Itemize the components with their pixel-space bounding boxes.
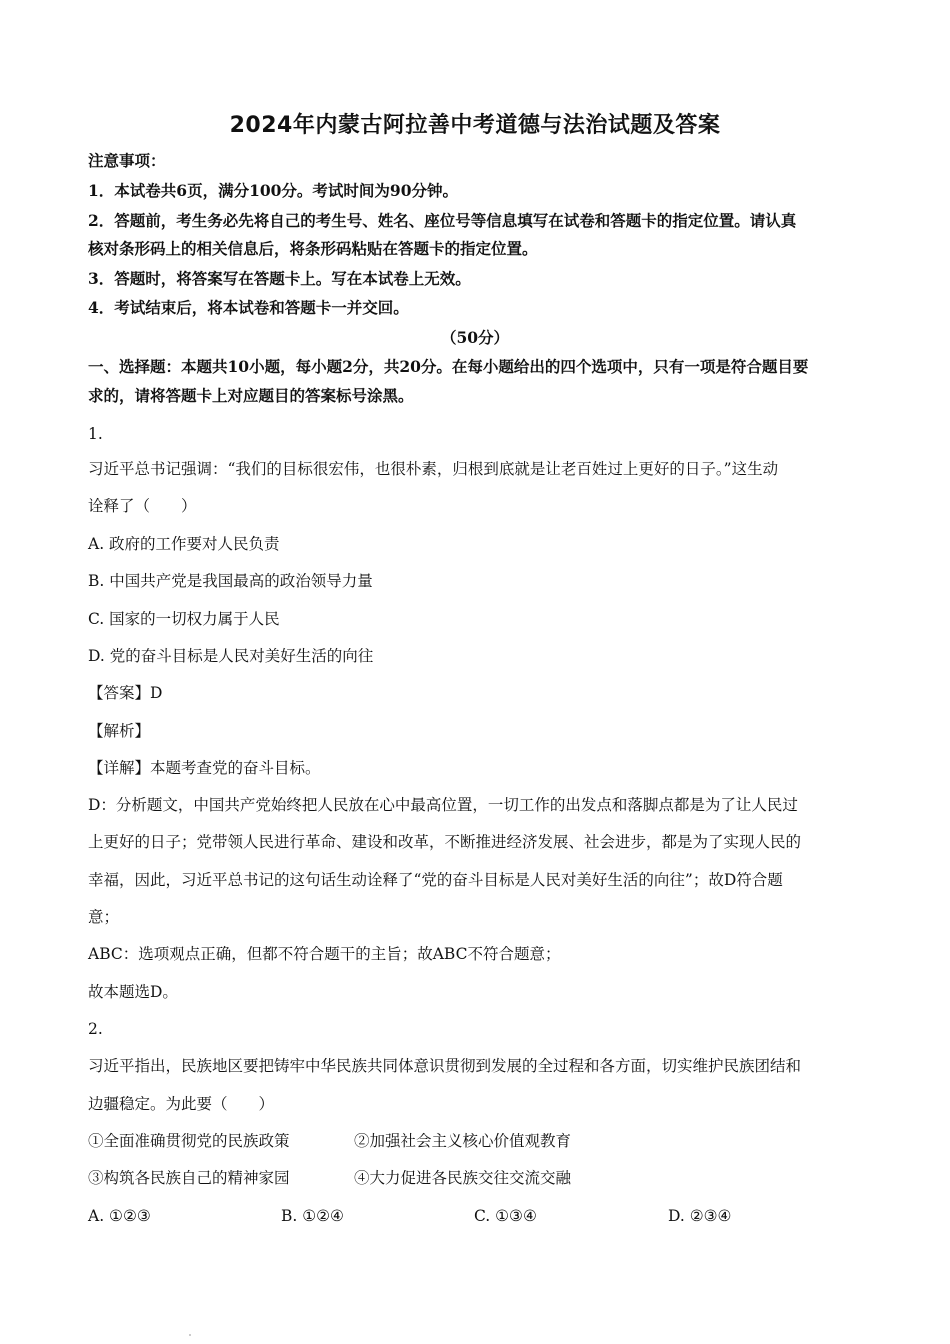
option-c: C. 国家的一切权力属于人民 [88, 610, 280, 628]
option-b: B. ①②④ [281, 1207, 344, 1225]
section-score: （50分） [440, 328, 510, 347]
explanation-line: D：分析题文，中国共产党始终把人民放在心中最高位置，一切工作的出发点和落脚点都是为了让人民过 [88, 796, 798, 814]
explanation-line: 上更好的日子；党带领人民进行革命、建设和改革，不断推进经济发展、社会进步，都是为了实现人民的 [88, 833, 802, 851]
notice-item: 2．答题前，考生务必先将自己的考生号、姓名、座位号等信息填写在试卷和答题卡的指定位置。请认真 [88, 211, 797, 230]
option-b: B. 中国共产党是我国最高的政治领导力量 [88, 572, 373, 590]
question-stem: 习近平总书记强调：“我们的目标很宏伟，也很朴素，归根到底就是让老百姓过上更好的日子。”这生动 [88, 460, 779, 478]
statement-4: ④大力促进各民族交往交流交融 [354, 1169, 572, 1187]
option-row [88, 1206, 888, 1226]
question-stem: 诠释了（ ） [88, 497, 197, 515]
question-number: 2. [88, 1020, 103, 1038]
section-heading: 一、选择题：本题共10小题，每小题2分，共20分。在每小题给出的四个选项中，只有一项是符合题目要 [88, 357, 809, 376]
detail-line: 【详解】本题考查党的奋斗目标。 [88, 759, 321, 777]
notice-item: 4．考试结束后，将本试卷和答题卡一并交回。 [88, 298, 409, 317]
scan-speck [189, 1334, 191, 1336]
option-a: A. ①②③ [88, 1207, 151, 1225]
statement-3: ③构筑各民族自己的精神家园 [88, 1169, 290, 1187]
notice-heading: 注意事项： [88, 151, 166, 170]
explanation-line: 故本题选D。 [88, 983, 178, 1001]
statement-1: ①全面准确贯彻党的民族政策 [88, 1132, 290, 1150]
question-stem: 习近平指出，民族地区要把铸牢中华民族共同体意识贯彻到发展的全过程和各方面，切实维护民族团结和 [88, 1057, 802, 1075]
explanation-line: 幸福，因此，习近平总书记的这句话生动诠释了“党的奋斗目标是人民对美好生活的向往”；故D符合题 [88, 871, 783, 889]
option-c: C. ①③④ [474, 1207, 537, 1225]
option-a: A. 政府的工作要对人民负责 [88, 535, 280, 553]
question-number: 1. [88, 425, 103, 443]
explanation-line: 意； [88, 908, 120, 926]
statement-2: ②加强社会主义核心价值观教育 [354, 1132, 572, 1150]
option-d: D. 党的奋斗目标是人民对美好生活的向往 [88, 647, 374, 665]
answer-line: 【答案】D [88, 684, 163, 702]
notice-item: 3．答题时，将答案写在答题卡上。写在本试卷上无效。 [88, 269, 471, 288]
explanation-line: ABC：选项观点正确，但都不符合题干的主旨；故ABC不符合题意； [88, 945, 561, 963]
statement-row [88, 1131, 888, 1151]
statement-row [88, 1168, 888, 1188]
option-d: D. ②③④ [668, 1207, 732, 1225]
page-title: 2024年内蒙古阿拉善中考道德与法治试题及答案 [229, 113, 721, 138]
section-heading: 求的，请将答题卡上对应题目的答案标号涂黑。 [88, 386, 414, 405]
question-stem: 边疆稳定。为此要（ ） [88, 1095, 275, 1113]
analysis-label: 【解析】 [88, 722, 151, 740]
notice-item: 1．本试卷共6页，满分100分。考试时间为90分钟。 [88, 181, 458, 200]
notice-item: 核对条形码上的相关信息后，将条形码粘贴在答题卡的指定位置。 [88, 239, 538, 258]
